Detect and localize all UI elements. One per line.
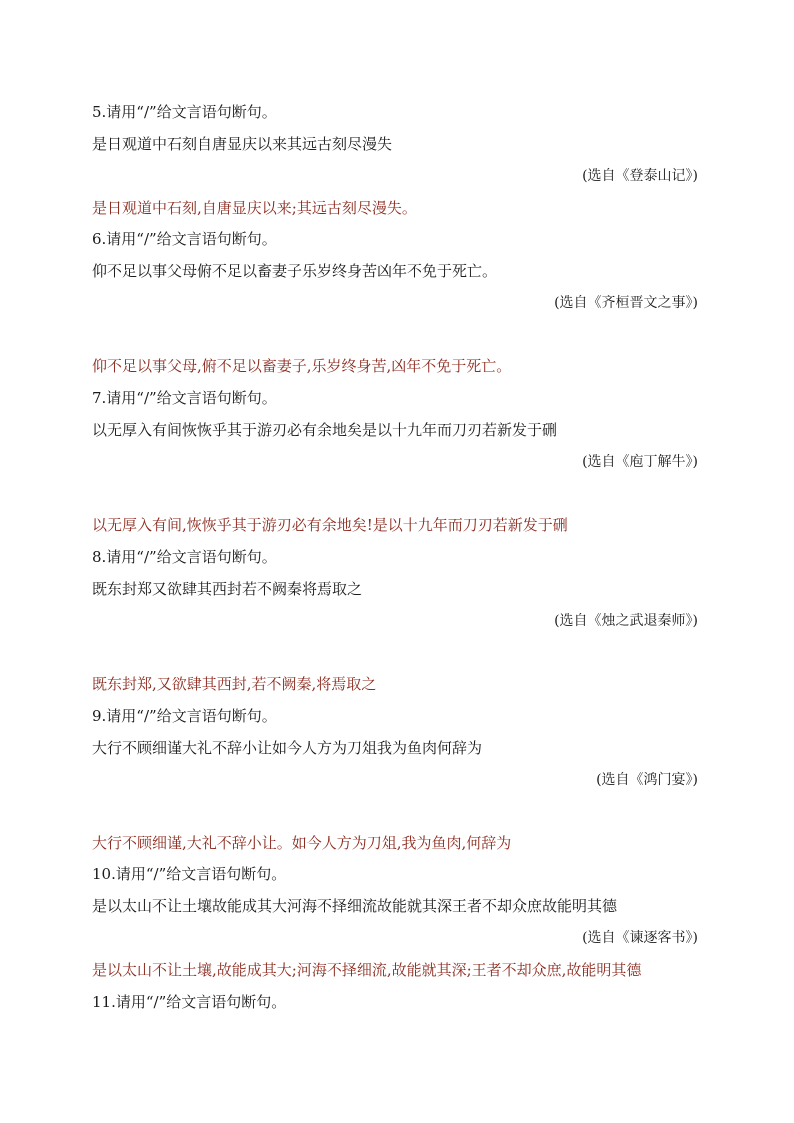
question-7-text: 以无厚入有间恢恢乎其于游刃必有余地矣是以十九年而刀刃若新发于硎 [92,421,558,439]
question-7-prompt: 7.请用“/”给文言语句断句。 [92,389,277,407]
question-9-prompt: 9.请用“/”给文言语句断句。 [92,707,277,725]
question-9-answer: 大行不顾细谨,大礼不辞小让。如今人方为刀俎,我为鱼肉,何辞为 [92,834,512,852]
question-10-answer: 是以太山不让土壤,故能成其大;河海不择细流,故能就其深;王者不却众庶,故能明其德 [92,961,642,979]
question-7-source: (选自《庖丁解牛》) [582,454,698,470]
question-6-text: 仰不足以事父母俯不足以畜妻子乐岁终身苦凶年不免于死亡。 [92,262,498,280]
question-6-prompt: 6.请用“/”给文言语句断句。 [92,230,277,248]
question-5-source: (选自《登泰山记》) [582,168,698,184]
question-5-answer: 是日观道中石刻,自唐显庆以来;其远古刻尽漫失。 [92,199,417,217]
question-6-source: (选自《齐桓晋文之事》) [554,295,698,311]
question-10-source: (选自《谏逐客书》) [582,930,698,946]
question-11-prompt: 11.请用“/”给文言语句断句。 [92,993,287,1011]
question-10-prompt: 10.请用“/”给文言语句断句。 [92,865,287,883]
question-8-source: (选自《烛之武退秦师》) [554,613,698,629]
question-9-source: (选自《鸿门宴》) [596,772,698,788]
question-8-text: 既东封郑又欲肆其西封若不阙秦将焉取之 [92,580,363,598]
question-7-answer: 以无厚入有间,恢恢乎其于游刃必有余地矣!是以十九年而刀刃若新发于硎 [92,516,568,534]
question-5-prompt: 5.请用“/”给文言语句断句。 [92,103,277,121]
question-9-text: 大行不顾细谨大礼不辞小让如今人方为刀俎我为鱼肉何辞为 [92,739,483,757]
question-6-answer: 仰不足以事父母,俯不足以畜妻子,乐岁终身苦,凶年不免于死亡。 [92,357,512,375]
question-5-text: 是日观道中石刻自唐显庆以来其远古刻尽漫失 [92,135,393,153]
question-8-prompt: 8.请用“/”给文言语句断句。 [92,548,277,566]
question-10-text: 是以太山不让土壤故能成其大河海不择细流故能就其深王者不却众庶故能明其德 [92,897,618,915]
question-8-answer: 既东封郑,又欲肆其西封,若不阙秦,将焉取之 [92,675,377,693]
